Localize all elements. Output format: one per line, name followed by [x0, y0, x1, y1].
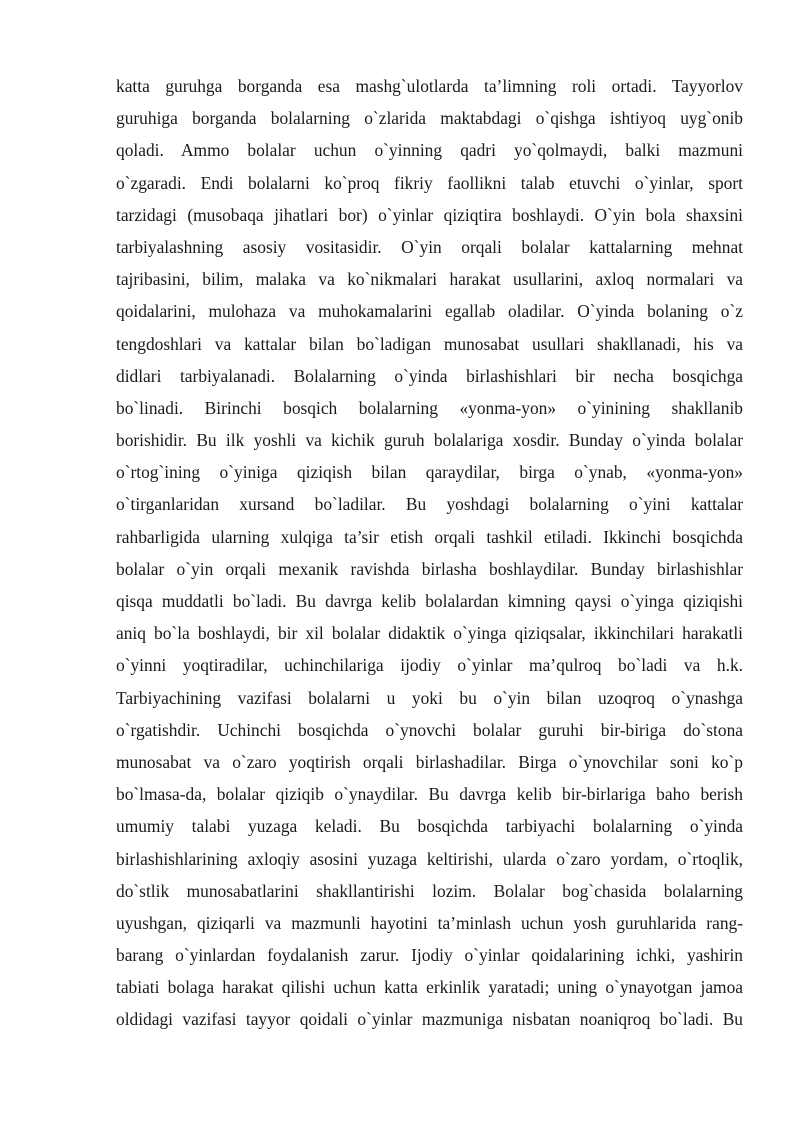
text-line: bolalar o`yin orqali mexanik ravishda birlasha boshlaydilar. Bunday birlashishlar — [116, 558, 743, 579]
text-line: tarzidagi (musobaqa jihatlari bor) o`yinlar qiziqtira boshlaydi. O`yin bola shaxsini — [116, 204, 743, 225]
text-line: birlashishlarining axloqiy asosini yuzaga keltirishi, ularda o`zaro yordam, o`rtoqlik, — [116, 848, 743, 869]
text-line: Tarbiyachining vazifasi bolalarni u yoki bu o`yin bilan uzoqroq o`ynashga — [116, 687, 743, 708]
text-line: tajribasini, bilim, malaka va ko`nikmalari harakat usullarini, axloq normalari va — [116, 269, 743, 290]
text-line: qoidalarini, mulohaza va muhokamalarini egallab oladilar. O`yinda bolaning o`z — [116, 301, 743, 322]
text-line: o`rtog`ining o`yiniga qiziqish bilan qaraydilar, birga o`ynab, «yonma-yon» — [116, 462, 743, 483]
text-line: do`stlik munosabatlarini shakllantirishi lozim. Bolalar bog`chasida bolalarning — [116, 880, 743, 901]
text-line: tarbiyalashning asosiy vositasidir. O`yin orqali bolalar kattalarning mehnat — [116, 236, 743, 257]
text-line: uyushgan, qiziqarli va mazmunli hayotini ta’minlash uchun yosh guruhlarida rang- — [116, 912, 743, 933]
text-line: o`yinni yoqtiradilar, uchinchilariga ijodiy o`yinlar ma’qulroq bo`ladi va h.k. — [116, 655, 743, 676]
text-line: guruhiga borganda bolalarning o`zlarida maktabdagi o`qishga ishtiyoq uyg`onib — [116, 108, 743, 129]
text-line: oldidagi vazifasi tayyor qoidali o`yinlar mazmuniga nisbatan noaniqroq bo`ladi. Bu — [116, 1009, 743, 1030]
text-line: qisqa muddatli bo`ladi. Bu davrga kelib bolalardan kimning qaysi o`yinga qiziqishi — [116, 591, 743, 611]
text-line: o`zgaradi. Endi bolalarni ko`proq fikriy faollikni talab etuvchi o`yinlar, sport — [116, 172, 743, 193]
body-text — [116, 70, 743, 1036]
text-line: umumiy talabi yuzaga keladi. Bu bosqichda tarbiyachi bolalarning o`yinda — [116, 816, 743, 837]
text-line: rahbarligida ularning xulqiga ta’sir etish orqali tashkil etiladi. Ikkinchi bosqichda — [116, 526, 743, 547]
text-line: o`rgatishdir. Uchinchi bosqichda o`ynovchi bolalar guruhi bir-biriga do`stona — [116, 719, 743, 740]
text-line: munosabat va o`zaro yoqtirish orqali birlashadilar. Birga o`ynovchilar soni ko`p — [116, 751, 743, 772]
text-line: bo`linadi. Birinchi bosqich bolalarning «yonma-yon» o`yinining shakllanib — [116, 397, 743, 418]
text-line: katta guruhga borganda esa mashg`ulotlarda ta’limning roli ortadi. Tayyorlov — [116, 76, 743, 96]
text-line: aniq bo`la boshlaydi, bir xil bolalar didaktik o`yinga qiziqsalar, ikkinchilari harakatli — [116, 623, 743, 644]
text-line: tabiati bolaga harakat qilishi uchun katta erkinlik yaratadi; uning o`ynayotgan jamoa — [116, 977, 743, 998]
text-line: borishidir. Bu ilk yoshli va kichik guruh bolalariga xosdir. Bunday o`yinda bolalar — [116, 430, 743, 451]
text-line: barang o`yinlardan foydalanish zarur. Ijodiy o`yinlar qoidalarining ichki, yashirin — [116, 945, 743, 966]
text-line: didlari tarbiyalanadi. Bolalarning o`yinda birlashishlari bir necha bosqichga — [116, 365, 743, 386]
text-line: qoladi. Ammo bolalar uchun o`yinning qadri yo`qolmaydi, balki mazmuni — [116, 140, 743, 161]
text-line: tengdoshlari va kattalar bilan bo`ladigan munosabat usullari shakllanadi, his va — [116, 333, 743, 354]
text-line: o`tirganlaridan xursand bo`ladilar. Bu yoshdagi bolalarning o`yini kattalar — [116, 494, 743, 515]
text-line: bo`lmasa-da, bolalar qiziqib o`ynaydilar. Bu davrga kelib bir-birlariga baho berish — [116, 784, 743, 805]
